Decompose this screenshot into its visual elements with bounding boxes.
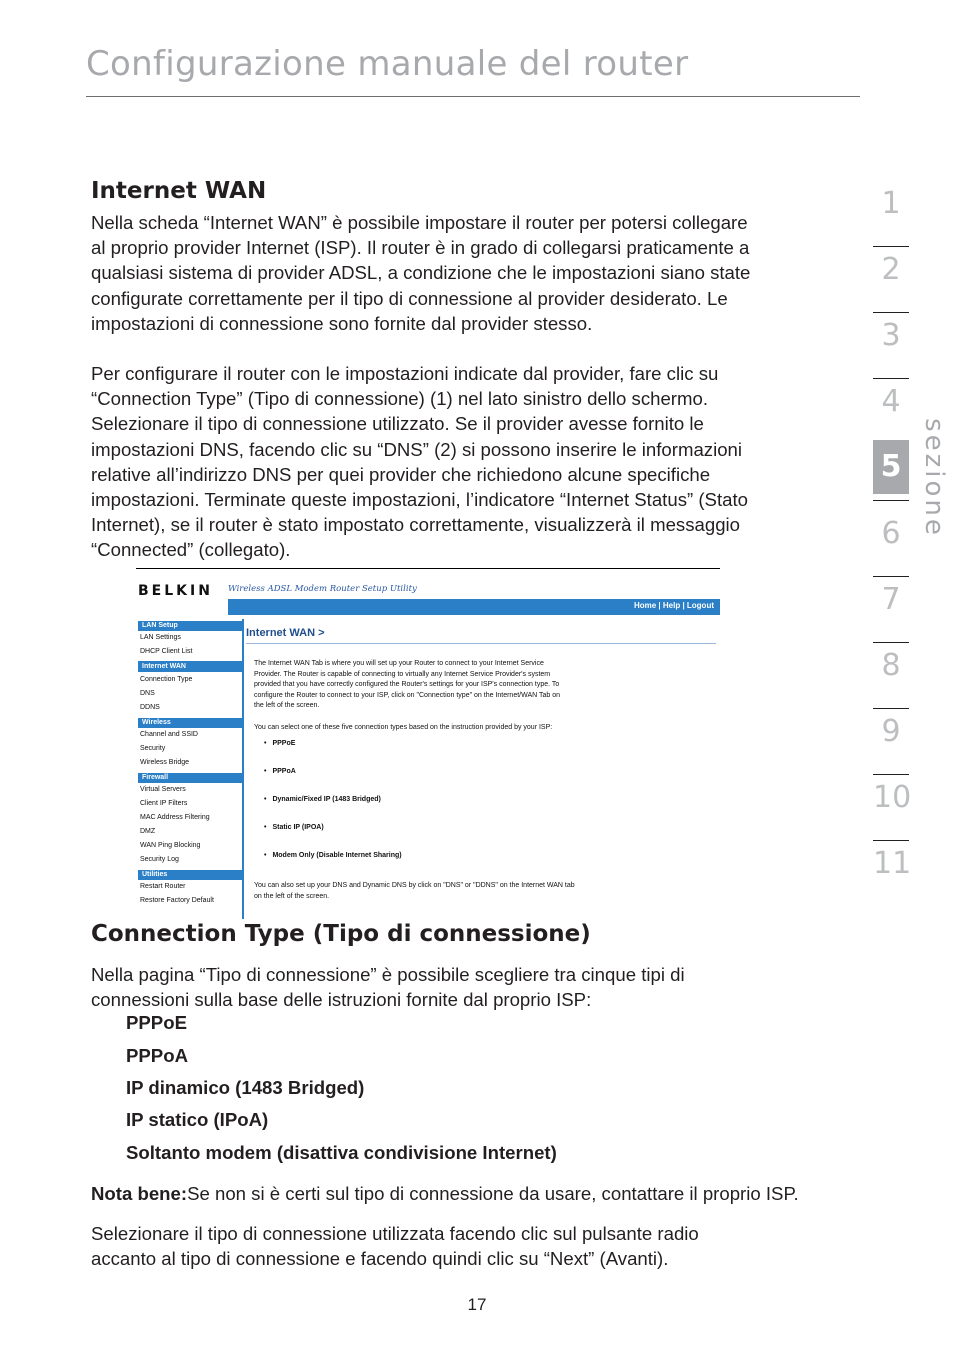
sidebar-item-dns[interactable]: DNS <box>140 690 155 697</box>
screenshot-option-label: Static IP (IPOA) <box>272 824 324 831</box>
sidebar-item-mac-address-filtering[interactable]: MAC Address Filtering <box>140 814 210 821</box>
page-title: Configurazione manuale del router <box>86 44 689 84</box>
belkin-logo: BELKIN <box>138 583 213 599</box>
internet-wan-heading: Internet WAN <box>91 178 267 204</box>
top-bar <box>228 599 720 615</box>
connection-type-item: Soltanto modem (disattiva condivisione Internet) <box>126 1142 557 1163</box>
screenshot-option[interactable] <box>264 796 381 803</box>
section-number-1: 1 <box>881 186 901 221</box>
section-number-9: 9 <box>881 714 901 749</box>
bullet-icon: • <box>264 852 267 859</box>
sidebar-item-lan-settings[interactable]: LAN Settings <box>140 634 181 641</box>
section-divider <box>873 500 909 501</box>
sidebar-item-ddns[interactable]: DDNS <box>140 704 160 711</box>
screenshot-header <box>136 569 720 617</box>
internet-wan-p2-line: Internet), se il router è stato impostato correttamente, visualizzerà il messaggio <box>91 514 741 536</box>
screenshot-option-label: Modem Only (Disable Internet Sharing) <box>272 852 402 859</box>
connection-type-item: IP statico (IPoA) <box>126 1109 269 1130</box>
internet-wan-p2-line: impostazioni DNS, facendo clic su “DNS” (2) si possono inserire le informazioni <box>91 438 743 460</box>
section-number-8: 8 <box>881 648 901 683</box>
section-number-6: 6 <box>881 516 901 551</box>
section-divider <box>873 642 909 643</box>
screenshot-main-title: Internet WAN > <box>246 627 325 639</box>
section-number-3: 3 <box>881 318 901 353</box>
screenshot-option[interactable] <box>264 740 295 747</box>
section-divider <box>873 312 909 313</box>
connection-type-paragraph-1 <box>91 962 861 1012</box>
internet-wan-p2-line: “Connected” (collegato). <box>91 539 291 561</box>
internet-wan-p1-line: Nella scheda “Internet WAN” è possibile impostare il router per potersi collegare <box>91 212 748 233</box>
section-divider <box>873 576 909 577</box>
sidebar-item-restart-router[interactable]: Restart Router <box>140 883 186 890</box>
screenshot-footer-line: on the left of the screen. <box>254 892 330 900</box>
sidebar-item-dhcp-client-list[interactable]: DHCP Client List <box>140 648 193 655</box>
section-number-2: 2 <box>881 252 901 287</box>
screenshot-option[interactable] <box>264 852 402 859</box>
utility-title: Wireless ADSL Modem Router Setup Utility <box>228 584 417 594</box>
screenshot-option[interactable] <box>264 824 324 831</box>
screenshot-intro-line: the left of the screen. <box>254 702 320 709</box>
internet-wan-p1-line: impostazioni di connessione sono fornite dal provider stesso. <box>91 312 593 334</box>
section-divider <box>873 774 909 775</box>
sidebar-item-connection-type[interactable]: Connection Type <box>140 676 193 683</box>
sidebar-heading-wireless: Wireless <box>138 718 242 728</box>
sidebar-item-security-log[interactable]: Security Log <box>140 856 179 863</box>
screenshot-option-label: PPPoA <box>272 768 296 775</box>
screenshot-footer-line: You can also set up your DNS and Dynamic DNS by click on "DNS" or "DDNS" on the Internet WAN tab <box>254 882 575 889</box>
section-number-4: 4 <box>881 384 901 419</box>
screenshot-intro-line: configure the Router to connect to your ISP, click on "Connection type" on the Internet/WAN Tab on <box>254 691 561 699</box>
internet-wan-paragraph-1 <box>91 210 861 336</box>
sidebar-item-security[interactable]: Security <box>140 745 166 752</box>
screenshot-intro-line: provided that you have correctly configured the Router's settings for your ISP's connection type. To <box>254 681 560 688</box>
screenshot-intro <box>254 659 694 712</box>
screenshot-option-label: PPPoE <box>272 740 296 747</box>
section-divider <box>873 246 909 247</box>
internet-wan-p1-line: qualsiasi sistema di provider ADSL, a condizione che le impostazioni siano state <box>91 262 751 284</box>
sidebar-item-channel-and-ssid[interactable]: Channel and SSID <box>140 731 198 738</box>
sidebar-item-client-ip-filters[interactable]: Client IP Filters <box>140 800 188 807</box>
screenshot-intro-line: Provider. The Router is capable of connecting to virtually any Internet Service Provider's system <box>254 670 551 678</box>
connection-type-p1-line: Nella pagina “Tipo di connessione” è possibile scegliere tra cinque tipi di <box>91 964 685 985</box>
bullet-icon: • <box>264 824 267 831</box>
screenshot-sidebar <box>136 619 244 919</box>
screenshot-option[interactable] <box>264 768 296 775</box>
internet-wan-p2-line: relative all’indirizzo DNS per quei provider che richiedono alcune specifiche <box>91 463 711 485</box>
connection-type-heading: Connection Type (Tipo di connessione) <box>91 921 591 947</box>
section-number-10: 10 <box>873 780 912 815</box>
sidebar-heading-lan-setup: LAN Setup <box>138 621 242 631</box>
screenshot-main-rule <box>246 643 716 644</box>
title-rule <box>86 96 860 97</box>
section-divider <box>873 378 909 379</box>
section-number-5: 5 <box>873 440 909 494</box>
sezione-label: sezione <box>919 418 949 538</box>
screenshot-select-text: You can select one of these five connection types based on the instruction provided by your ISP: <box>254 724 553 731</box>
bullet-icon: • <box>264 768 267 775</box>
internet-wan-p1-line: al proprio provider Internet (ISP). Il router è in grado di collegarsi praticamente a <box>91 237 750 259</box>
note-label: Nota bene: <box>91 1183 188 1204</box>
internet-wan-p2-line: Per configurare il router con le impostazioni indicate dal provider, fare clic su <box>91 363 719 384</box>
screenshot-intro-line: The Internet WAN Tab is where you will set up your Router to connect to your Internet Service <box>254 660 544 667</box>
section-divider <box>873 840 909 841</box>
bullet-icon: • <box>264 796 267 803</box>
connection-type-p2-line: accanto al tipo di connessione e facendo quindi clic su “Next” (Avanti). <box>91 1248 669 1270</box>
note-paragraph <box>91 1181 861 1206</box>
internet-wan-p1-line: configurate correttamente per il tipo di connessione al provider desiderato. Le <box>91 287 728 309</box>
connection-type-item: PPPoA <box>126 1045 188 1066</box>
sidebar-item-wireless-bridge[interactable]: Wireless Bridge <box>140 759 190 766</box>
internet-wan-p2-line: Selezionare il tipo di connessione utilizzato. Se il provider avesse fornito le <box>91 413 704 435</box>
connection-type-item: PPPoE <box>126 1012 187 1033</box>
sidebar-item-virtual-servers[interactable]: Virtual Servers <box>140 786 186 793</box>
screenshot-footer <box>254 881 694 902</box>
connection-type-p2-line: Selezionare il tipo di connessione utilizzata facendo clic sul pulsante radio <box>91 1223 699 1244</box>
sidebar-item-internet-wan[interactable]: Internet WAN <box>138 661 242 672</box>
internet-wan-p2-line: impostazioni. Terminate queste impostazioni, l’indicatore “Internet Status” (Stato <box>91 489 748 511</box>
page-number: 17 <box>467 1295 487 1314</box>
internet-wan-paragraph-2 <box>91 361 861 563</box>
top-links[interactable]: Home | Help | Logout <box>633 601 714 610</box>
section-divider <box>873 708 909 709</box>
internet-wan-p2-line: “Connection Type” (Tipo di connessione) (1) nel lato sinistro dello schermo. <box>91 388 708 410</box>
connection-type-item: IP dinamico (1483 Bridged) <box>126 1077 365 1098</box>
section-number-11: 11 <box>873 846 912 881</box>
screenshot-option-label: Dynamic/Fixed IP (1483 Bridged) <box>272 796 381 803</box>
section-number-7: 7 <box>881 582 901 617</box>
sidebar-item-dmz[interactable]: DMZ <box>140 828 156 835</box>
sidebar-item-wan-ping-blocking[interactable]: WAN Ping Blocking <box>140 842 201 849</box>
sidebar-heading-firewall: Firewall <box>138 773 242 783</box>
sidebar-item-restore-factory-default[interactable]: Restore Factory Default <box>140 897 214 904</box>
connection-type-p1-line: connessioni sulla base delle istruzioni fornite dal proprio ISP: <box>91 989 592 1011</box>
note-text: Se non si è certi sul tipo di connessione da usare, contattare il proprio ISP. <box>187 1183 799 1204</box>
sidebar-heading-utilities: Utilities <box>138 870 242 880</box>
router-setup-screenshot <box>136 568 720 919</box>
connection-type-paragraph-2 <box>91 1221 861 1271</box>
bullet-icon: • <box>264 740 267 747</box>
